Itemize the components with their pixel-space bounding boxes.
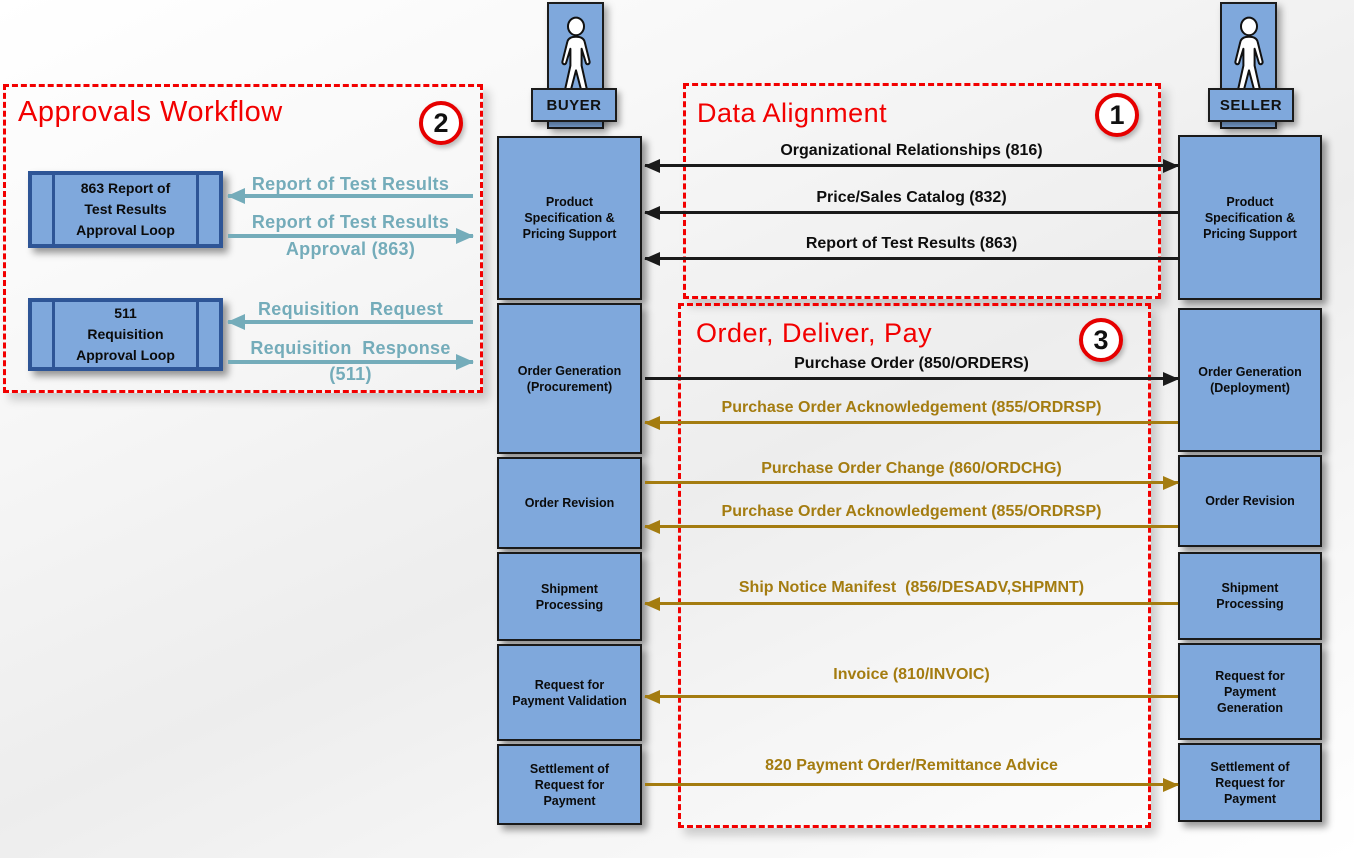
arrow-ship-notice-manifest-856: [645, 602, 1178, 605]
badge-3-number: 3: [1093, 324, 1109, 355]
buyer-box-label: Settlement of Request for Payment: [529, 761, 610, 808]
arrow-label-855-2: Purchase Order Acknowledgement (855/ORDRSP): [721, 503, 1102, 520]
arrow-label-860: Purchase Order Change (860/ORDCHG): [761, 460, 1062, 477]
arrow-label-856: Ship Notice Manifest (856/DESADV,SHPMNT): [738, 579, 1085, 596]
arrow-label-511: (511): [329, 364, 372, 384]
buyer-box-order-revision: [497, 457, 642, 549]
seller-box-shipment-processing: [1178, 552, 1322, 640]
buyer-box-product-specification: [497, 136, 642, 300]
arrow-label-855-1: Purchase Order Acknowledgement (855/ORDRSP): [721, 399, 1102, 416]
loop-box-511: [28, 298, 223, 371]
arrow-label-report-approval-line1: Report of Test Results: [251, 212, 450, 232]
seller-box-request-for-payment-generation: [1178, 643, 1322, 740]
arrow-label-832: Price/Sales Catalog (832): [816, 189, 1007, 206]
arrow-report-of-test-results-863: [645, 257, 1178, 260]
arrow-price-sales-catalog-832: [645, 211, 1178, 214]
seller-box-order-revision: [1178, 455, 1322, 547]
arrow-payment-order-820: [645, 783, 1178, 786]
seller-box-label: Shipment Processing: [1216, 581, 1284, 611]
arrow-report-approval-863: [228, 234, 473, 238]
data-alignment-title: Data Alignment: [697, 98, 888, 128]
arrow-label-863: Report of Test Results (863): [805, 235, 1018, 252]
order-deliver-pay-title: Order, Deliver, Pay: [696, 318, 933, 348]
buyer-box-shipment-processing: [497, 552, 642, 641]
buyer-box-label: Product Specification & Pricing Support: [522, 195, 617, 241]
buyer-box-label: Shipment Processing: [535, 581, 604, 612]
arrow-label-report-of-test-results: Report of Test Results: [251, 174, 450, 194]
seller-box-settlement: [1178, 743, 1322, 822]
badge-1-number: 1: [1109, 99, 1125, 130]
buyer-box-request-for-payment-validation: [497, 644, 642, 741]
buyer-label: BUYER: [531, 88, 617, 122]
arrow-report-of-test-results: [228, 194, 473, 198]
loop-box-863: [28, 171, 223, 248]
arrow-label-810: Invoice (810/INVOIC): [833, 666, 990, 683]
buyer-box-label: Order Generation (Procurement): [517, 363, 622, 394]
arrow-organizational-relationships-816: [645, 164, 1178, 167]
arrow-label-report-approval-line2: Approval (863): [285, 239, 416, 259]
seller-box-label: Request for Payment Generation: [1215, 668, 1285, 715]
seller-box-label: Settlement of Request for Payment: [1210, 759, 1290, 806]
arrow-label-816: Organizational Relationships (816): [780, 142, 1043, 159]
buyer-box-settlement: [497, 744, 642, 825]
seller-box-order-generation: [1178, 308, 1322, 452]
arrow-label-requisition-request: Requisition Request: [257, 299, 443, 319]
loop-box-511-label: 511 Requisition Approval Loop: [76, 305, 175, 363]
buyer-box-label: Request for Payment Validation: [512, 677, 627, 708]
arrow-po-acknowledgement-855-2: [645, 525, 1178, 528]
arrow-label-requisition-response: Requisition Response: [250, 338, 451, 358]
seller-box-product-specification: [1178, 135, 1322, 300]
arrow-invoice-810: [645, 695, 1178, 698]
badge-2: [419, 101, 463, 145]
arrow-po-acknowledgement-855-1: [645, 421, 1178, 424]
seller-box-label: Order Generation (Deployment): [1198, 365, 1302, 395]
buyer-box-label: Order Revision: [524, 496, 615, 510]
arrow-po-change-860: [645, 481, 1178, 484]
seller-box-label: Order Revision: [1205, 494, 1295, 508]
order-deliver-pay-frame: [678, 303, 1151, 828]
arrow-requisition-request: [228, 320, 473, 324]
arrow-label-820: 820 Payment Order/Remittance Advice: [765, 757, 1058, 774]
badge-2-number: 2: [433, 107, 449, 138]
arrow-requisition-response-511: [228, 360, 473, 364]
buyer-box-order-generation: [497, 303, 642, 454]
loop-box-863-label: 863 Report of Test Results Approval Loop: [76, 180, 175, 238]
arrow-label-850: Purchase Order (850/ORDERS): [794, 355, 1029, 372]
seller-label: SELLER: [1208, 88, 1294, 122]
badge-1: [1095, 93, 1139, 137]
seller-box-label: Product Specification & Pricing Support: [1203, 194, 1297, 241]
approvals-workflow-title: Approvals Workflow: [18, 96, 283, 128]
arrow-purchase-order-850: [645, 377, 1178, 380]
